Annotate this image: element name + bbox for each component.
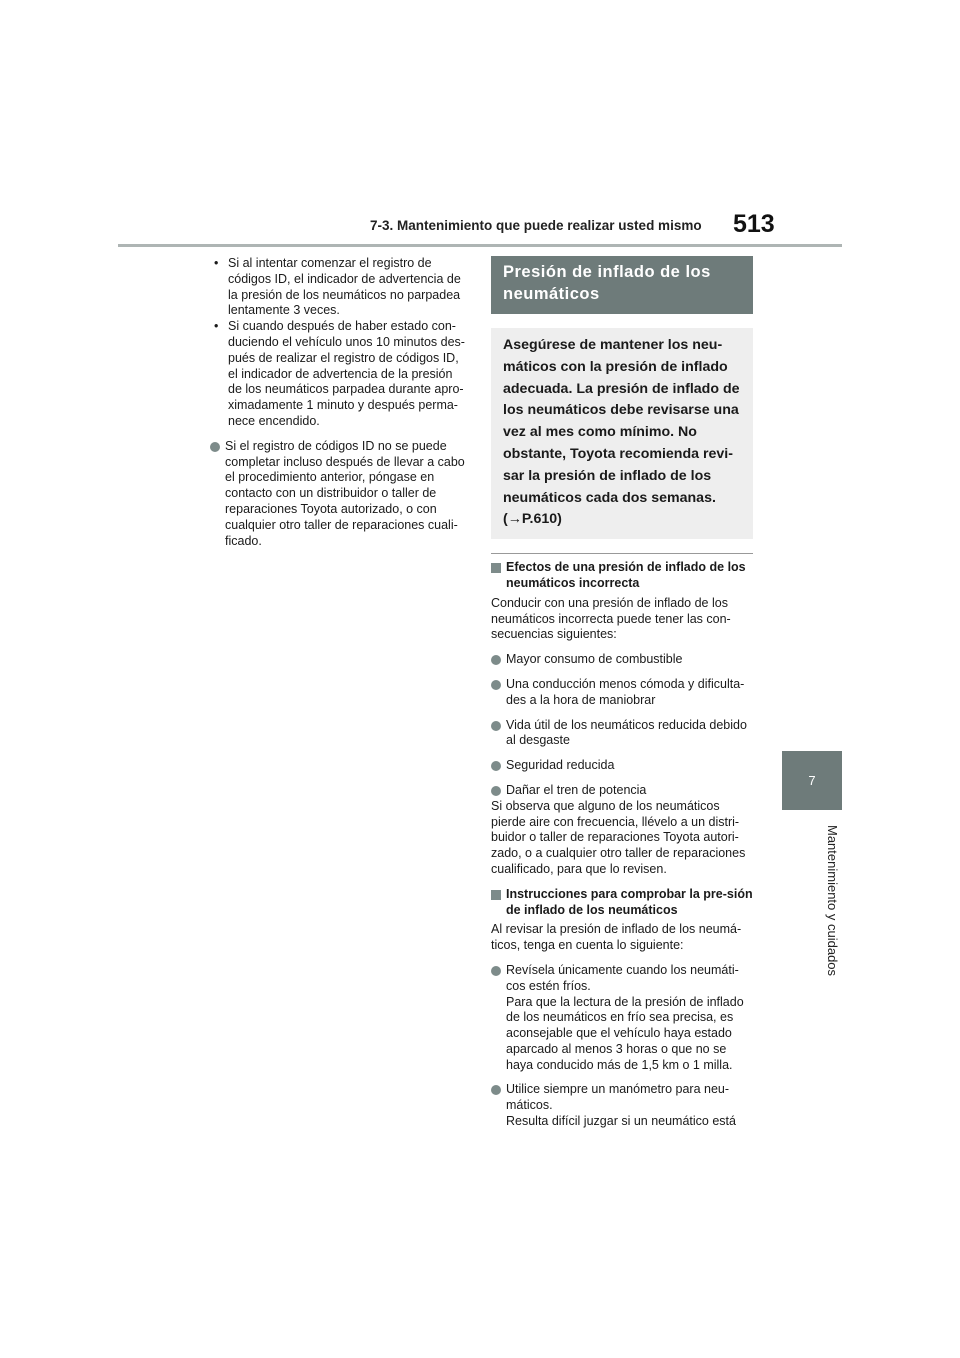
circle-bullet-icon: [491, 966, 501, 976]
bullet-item-text: Dañar el tren de potencia: [506, 782, 647, 797]
bullet-item-detail: Resulta difícil juzgar si un neumático está: [506, 1114, 736, 1129]
subsection-title: Efectos de una presión de inflado de los neumáticos incorrecta: [506, 560, 746, 590]
subsection-heading: [491, 560, 753, 592]
dash-item-text: Si al intentar comenzar el registro de códigos ID, el indicador de advertencia de la presión de los neumáticos no parpadea lentamente 3 veces.: [228, 256, 461, 318]
bullet-list-item: [491, 1082, 753, 1129]
dash-bullet-icon: •: [214, 256, 219, 270]
page-number: 513: [733, 210, 775, 238]
circle-bullet-icon: [491, 761, 501, 771]
bullet-item-detail: Para que la lectura de la presión de inflado de los neumáticos en frío sea precisa, es aconsejable que el vehículo haya estado aparcado al menos 3 horas o que no se haya conducido más de 1,5 km o 1 milla.: [506, 994, 744, 1072]
bullet-item-text: Mayor consumo de combustible: [506, 652, 683, 667]
paragraph: Si observa que alguno de los neumáticos pierde aire con frecuencia, llévelo a un distri-buidor o taller de reparaciones Toyota autori-zado, o a cualquier otro taller de reparaciones cualificado, para que lo revisen.: [491, 798, 746, 876]
bullet-item-text: Vida útil de los neumáticos reducida debido al desgaste: [506, 717, 747, 748]
subsection-title: Instrucciones para comprobar la pre-sión de inflado de los neumáticos: [506, 886, 753, 917]
bullet-list-item: [491, 652, 753, 668]
dash-list-item: [210, 319, 466, 430]
paragraph: Conducir con una presión de inflado de los neumáticos incorrecta puede tener las con-secuencias siguientes:: [491, 595, 731, 642]
circle-bullet-icon: [491, 721, 501, 731]
circle-bullet-icon: [491, 1085, 501, 1095]
bullet-list-item: [491, 718, 753, 750]
circle-bullet-icon: [491, 680, 501, 690]
header-divider: [118, 244, 842, 247]
bullet-list-item: [491, 758, 753, 774]
paragraph: Al revisar la presión de inflado de los neumá-ticos, tenga en cuenta lo siguiente:: [491, 922, 742, 953]
bullet-list-item: [491, 963, 753, 1074]
bullet-item-lead: Revísela únicamente cuando los neumáti-cos estén fríos.: [506, 962, 739, 993]
section-heading: Presión de inflado de los neumáticos: [491, 256, 753, 314]
bullet-list-item: [491, 783, 753, 799]
bullet-item-text: Si el registro de códigos ID no se puede completar incluso después de llevar a cabo el procedimiento anterior, póngase en contacto con un distribuidor o taller de reparaciones Toyota autorizado, o con cualquier otro taller de reparaciones cuali-ficado.: [225, 438, 465, 548]
chapter-tab-label: Mantenimiento y cuidados: [825, 824, 840, 977]
chapter-tab[interactable]: [782, 751, 842, 810]
square-bullet-icon: [491, 563, 501, 573]
circle-bullet-icon: [210, 442, 220, 452]
section-divider: [491, 553, 753, 554]
bullet-item-text: Una conducción menos cómoda y dificulta-des a la hora de maniobrar: [506, 676, 745, 707]
left-column: [210, 256, 466, 549]
circle-bullet-icon: [491, 655, 501, 665]
bullet-list-item: [491, 677, 753, 709]
bullet-item-lead: Utilice siempre un manómetro para neu-máticos.: [506, 1082, 730, 1113]
right-column: [491, 256, 753, 1130]
callout-box: Asegúrese de mantener los neu-máticos con la presión de inflado adecuada. La presión de inflado de los neumáticos debe revisarse una vez al mes como mínimo. No obstante, Toyota recomienda revi-sar la presión de inflado de los neumáticos cada dos semanas. (→P.610): [491, 328, 753, 539]
section-header-title: 7-3. Mantenimiento que puede realizar usted mismo: [370, 218, 702, 233]
chapter-number: 7: [808, 773, 816, 788]
circle-bullet-icon: [491, 786, 501, 796]
dash-item-text: Si cuando después de haber estado con-duciendo el vehículo unos 10 minutos des-pués de realizar el registro de códigos ID, el indicador de advertencia de la presión de los neumáticos parpadea durante apro-ximadamente 1 minuto y después perma-nece encendido.: [228, 319, 465, 428]
bullet-list-item: [210, 439, 466, 550]
dash-bullet-icon: •: [214, 319, 219, 334]
square-bullet-icon: [491, 890, 501, 900]
bullet-item-text: Seguridad reducida: [506, 758, 615, 773]
subsection-heading: [491, 887, 753, 919]
dash-list-item: [210, 256, 466, 319]
